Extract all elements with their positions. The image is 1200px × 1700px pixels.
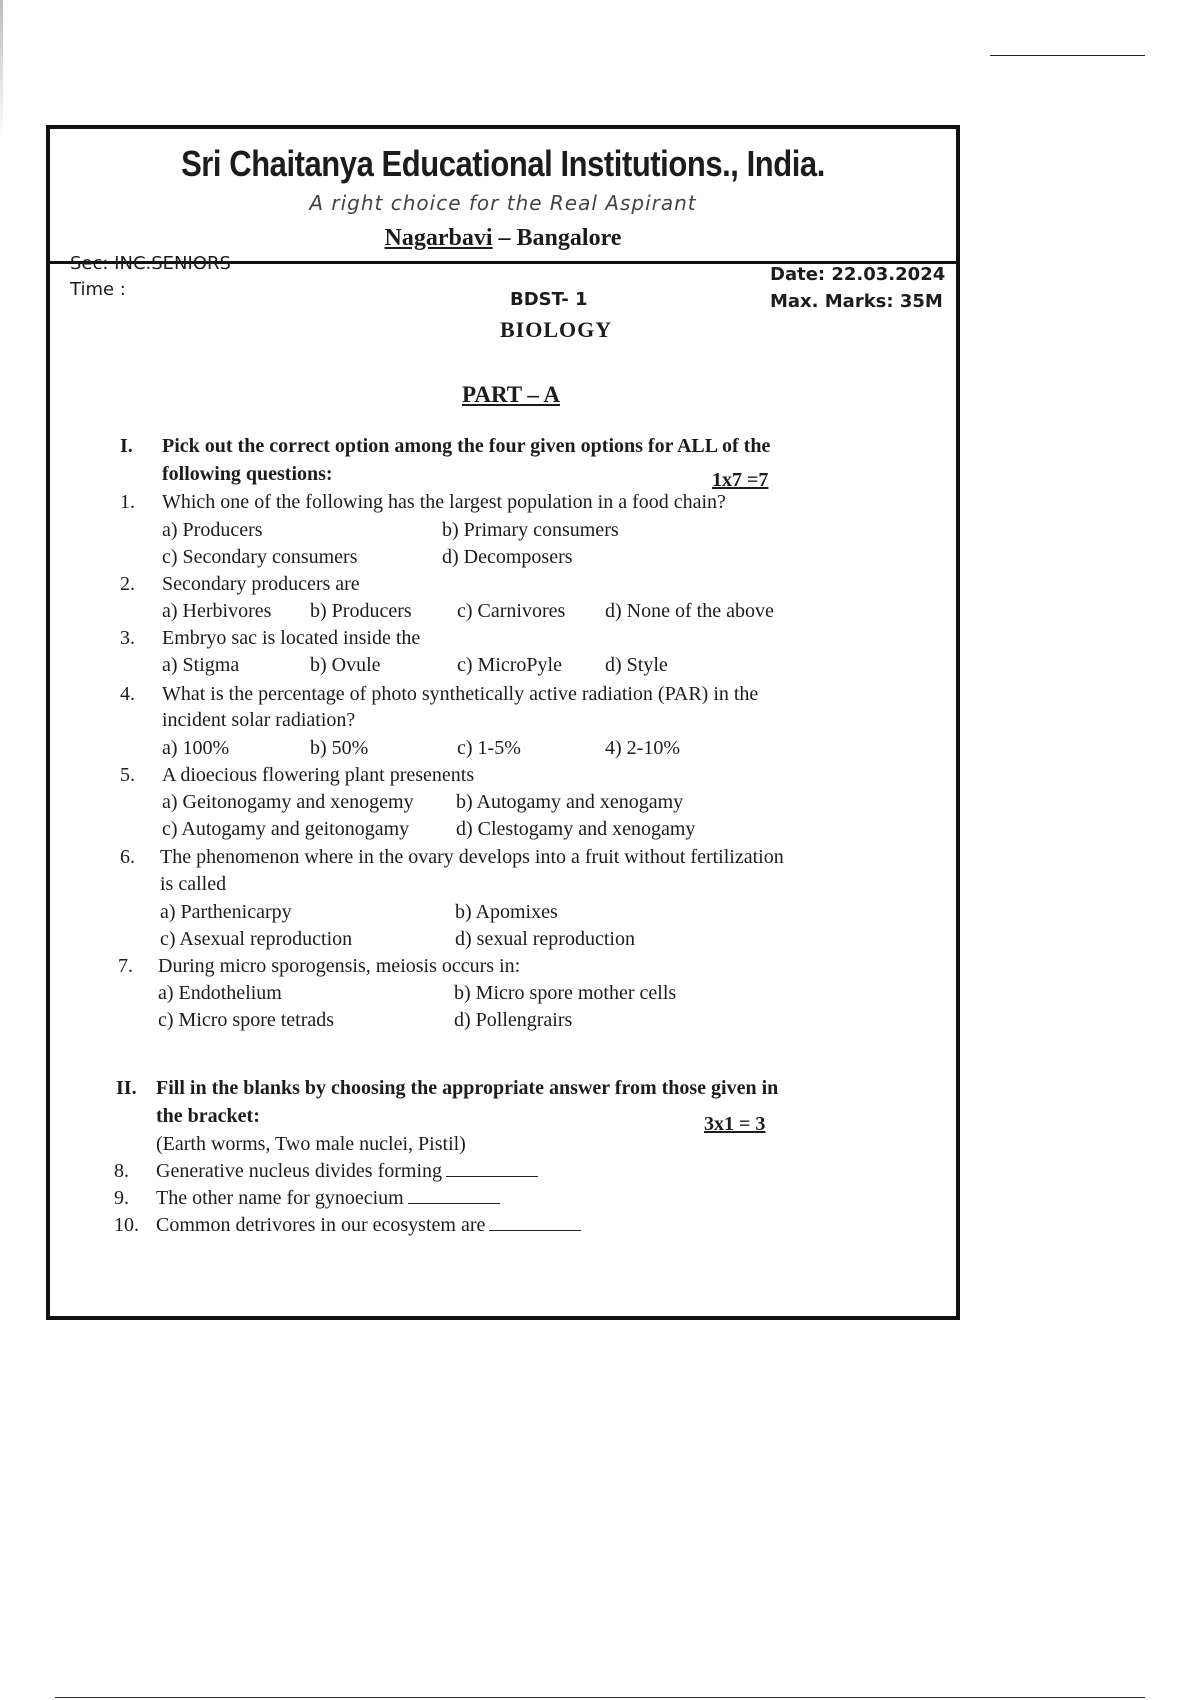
question-text: Embryo sac is located inside the [162,627,421,649]
bottom-rule [55,1697,1145,1698]
question-number: 4. [120,683,135,705]
answer-option: a) Herbivores [162,600,272,622]
question-number: 10. [114,1214,139,1236]
answer-option: a) Endothelium [158,982,282,1004]
answer-option: a) Stigma [162,654,240,676]
question-number: 5. [120,764,135,786]
fill-blank-text: The other name for gynoecium [156,1187,404,1209]
max-marks: Max. Marks: 35M [770,291,943,312]
question-number: 9. [114,1187,129,1209]
question-text: What is the percentage of photo synthetically active radiation (PAR) in the [162,683,759,705]
answer-option: d) sexual reproduction [455,928,635,950]
answer-blank[interactable] [446,1176,538,1177]
answer-option: 4) 2-10% [605,737,680,759]
subject-title: BIOLOGY [500,317,613,342]
question-text: The phenomenon where in the ovary develops into a fruit without fertilization [160,846,784,868]
answer-option: d) Pollengrairs [454,1009,573,1031]
question-text-continued: incident solar radiation? [162,709,356,731]
answer-option: b) Producers [310,600,412,622]
campus-location-name: Nagarbavi [384,225,493,251]
fill-blank-text: Generative nucleus divides forming [156,1160,443,1182]
answer-option: c) Carnivores [457,600,566,622]
answer-option: d) None of the above [605,600,774,622]
time-label: Time : [70,279,126,300]
section-2-marks: 3x1 = 3 [704,1113,766,1135]
answer-option: a) Geitonogamy and xenogemy [162,791,414,813]
answer-option: c) Asexual reproduction [160,928,353,950]
section-label: Sec: INC.SENIORS [70,253,231,274]
answer-option: b) Primary consumers [442,519,619,541]
answer-option: b) Apomixes [455,901,558,923]
answer-blank[interactable] [408,1203,500,1204]
answer-option: a) 100% [162,737,230,759]
answer-option: b) Autogamy and xenogamy [456,791,684,813]
section-1-numeral: I. [120,435,133,457]
question-text: Which one of the following has the largest population in a food chain? [162,491,726,513]
scan-edge-mark [0,0,3,140]
question-number: 8. [114,1160,129,1182]
section-2-numeral: II. [116,1077,137,1099]
question-number: 7. [118,955,133,977]
answer-option: c) Autogamy and geitonogamy [162,818,410,840]
campus-location-city: – Bangalore [492,225,622,251]
section-1-marks: 1x7 =7 [712,469,769,491]
question-number: 1. [120,491,135,513]
question-text: During micro sporogensis, meiosis occurs in: [158,955,521,977]
fill-blank-question [156,1187,500,1210]
answer-option: c) Secondary consumers [162,546,358,568]
answer-option: a) Parthenicarpy [160,901,292,923]
section-1-instruction-line-1: Pick out the correct option among the four given options for ALL of the [162,435,771,457]
exam-code: BDST- 1 [510,289,588,310]
section-1-instruction-line-2: following questions: [162,463,333,485]
answer-option: c) Micro spore tetrads [158,1009,335,1031]
question-number: 6. [120,846,135,868]
fill-blank-question [156,1214,581,1237]
institution-name: Sri Chaitanya Educational Institutions., India. [181,143,825,184]
fill-blank-text: Common detrivores in our ecosystem are [156,1214,486,1236]
answer-option: d) Style [605,654,668,676]
answer-option: b) 50% [310,737,369,759]
campus-location [50,225,956,252]
answer-option: d) Decomposers [442,546,573,568]
answer-option: b) Micro spore mother cells [454,982,677,1004]
answer-option: c) 1-5% [457,737,521,759]
question-paper-frame [46,125,960,1320]
section-2-instruction-line-1: Fill in the blanks by choosing the appropriate answer from those given in [156,1077,779,1099]
answer-option: b) Ovule [310,654,381,676]
section-2-instruction-line-2: the bracket: [156,1105,260,1127]
top-rule [990,55,1145,56]
answer-option: c) MicroPyle [457,654,562,676]
exam-date: Date: 22.03.2024 [770,264,946,285]
answer-option: d) Clestogamy and xenogamy [456,818,696,840]
fill-blank-question [156,1160,538,1183]
part-title: PART – A [462,382,561,407]
paper-header [50,129,956,264]
answer-blank[interactable] [489,1230,581,1231]
question-number: 3. [120,627,135,649]
question-text-continued: is called [160,873,227,895]
question-number: 2. [120,573,135,595]
answer-option: a) Producers [162,519,263,541]
question-text: Secondary producers are [162,573,360,595]
question-text: A dioecious flowering plant presenents [162,764,475,786]
institution-tagline: A right choice for the Real Aspirant [309,191,697,215]
answer-choices: (Earth worms, Two male nuclei, Pistil) [156,1133,466,1155]
